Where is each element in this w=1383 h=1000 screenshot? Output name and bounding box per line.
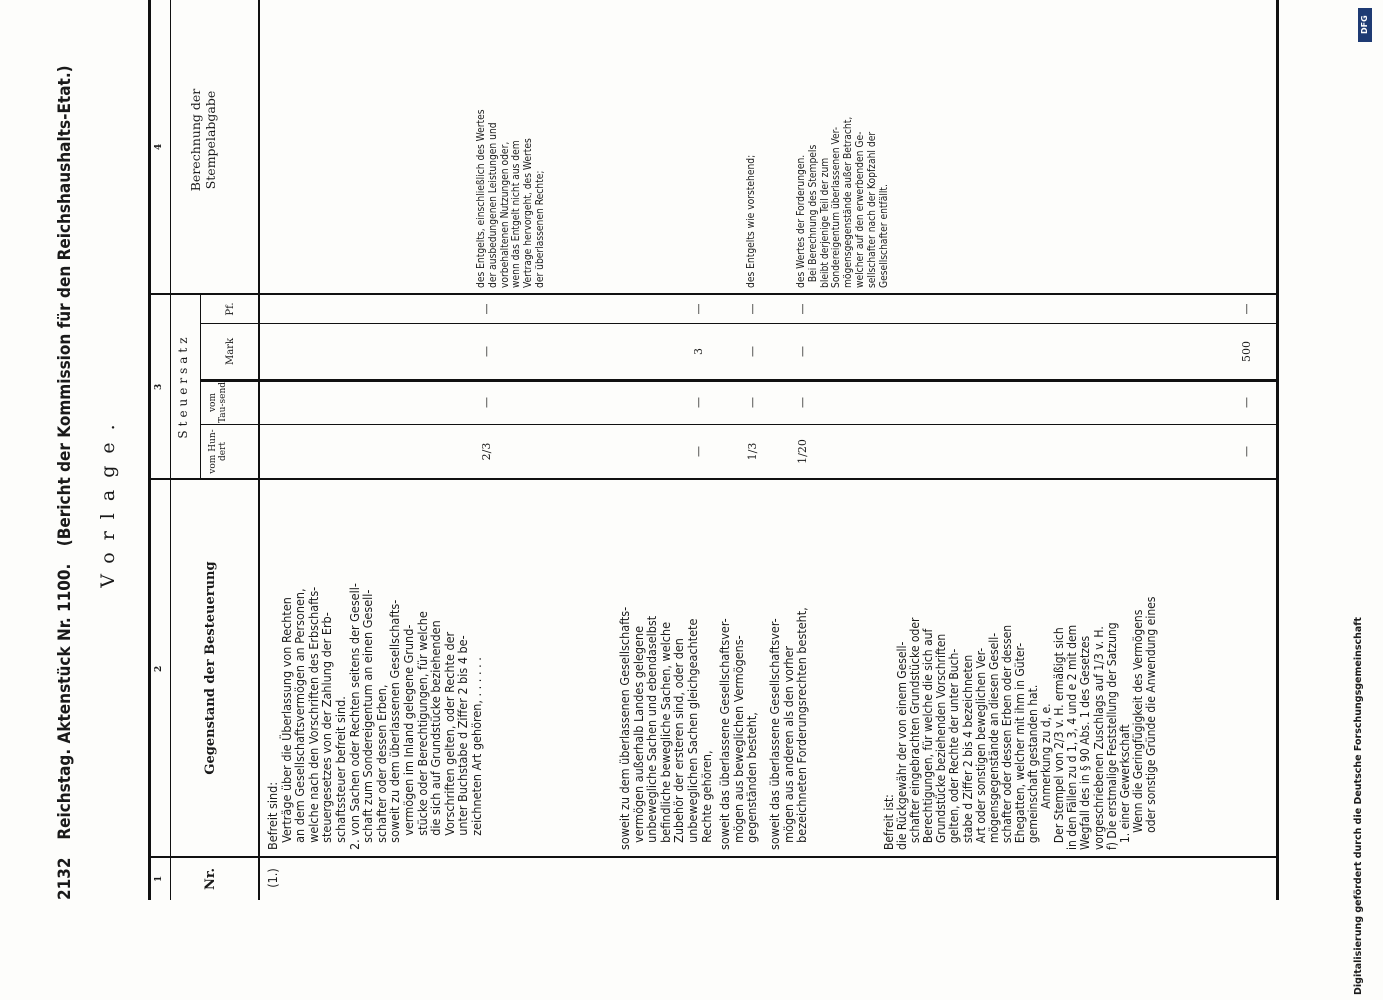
row-number: (1.) [265, 868, 280, 888]
section-5-pf: — [1240, 303, 1253, 315]
section-2-hundert: — [692, 446, 705, 457]
running-header [55, 40, 75, 900]
section-1-tausend: — [480, 397, 493, 408]
section-1-note: des Entgelts, einschließlich des Wertes der ausbedungenen Leistungen und vorbehaltenen Nutzungen oder, wenn das Entgelt nicht aus dem Vertrage hervorgeht, des Wertes der überlassenen Rechte; [476, 109, 546, 288]
col-header-steuersatz: Steuersatz [176, 333, 190, 439]
col-rule-3 [148, 293, 1278, 295]
col-header-berechnung: Berechnung der Stempelabgabe [188, 88, 218, 192]
section-4-hundert: 1/20 [796, 439, 809, 464]
col-header-pf: Pf. [225, 302, 236, 316]
col-header-nr: Nr. [203, 867, 218, 891]
section-1-pf: — [480, 303, 493, 315]
colnum-rule [170, 0, 171, 900]
digitization-credit [1353, 0, 1375, 1000]
section-3-hundert: 1/3 [746, 442, 759, 461]
col-header-vom-hundert: vom Hun-dert [208, 429, 228, 474]
col-rule-hundert [200, 424, 1278, 425]
digitization-credit-text: Digitalisierung gefördert durch die Deutsche Forschungsgemeinschaft [1353, 617, 1364, 995]
section-3-mark: — [746, 346, 759, 357]
steuersatz-rule [200, 294, 201, 480]
col-header-mark: Mark [225, 337, 236, 366]
section-2-mark: 3 [692, 348, 705, 355]
section-2-tausend: — [692, 397, 705, 408]
section-4-text: soweit das überlassene Gesellschaftsver- mögen aus anderen als den vorher bezeichneten Forderungsrechten besteht, [767, 607, 810, 850]
col-rule-mark [200, 323, 1278, 324]
header-bottom-rule [258, 0, 260, 900]
section-4-note: des Wertes der Forderungen. Bei Berechnung des Stempels bleibt derjenige Teil der zum Sondereigentum überlassenen Ver- mögensgegenstände außer Betracht, welcher auf den erwerbenden Ge- sellschafter nach der Kopfzahl der Gesellschafter entfällt. [796, 116, 890, 288]
section-2-pf: — [692, 303, 705, 315]
section-3-tausend: — [746, 397, 759, 408]
section-1-mark: — [480, 346, 493, 357]
col-rule-2 [148, 478, 1278, 480]
colnum-4: 4 [154, 143, 164, 150]
table-bottom-rule [1276, 0, 1279, 900]
section-5-hundert: — [1240, 446, 1253, 457]
colnum-3: 3 [154, 383, 164, 390]
section-2-text: soweit zu dem überlassenen Gesellschafts- vermögen außerhalb Landes gelegene unbewegliche Sachen und ebendaselbst befindliche bewegliche Sachen, welche Zubehör der ersteren sind, oder den unbeweglichen Sachen gleichgeachtete Rechte gehören, [617, 606, 714, 850]
dfg-logo-badge: DFG [1358, 8, 1372, 42]
colnum-1: 1 [154, 875, 164, 882]
table-top-rule [148, 0, 151, 900]
section-3-note: des Entgelts wie vorstehend; [746, 154, 757, 288]
header-left: Reichstag. Aktenstück Nr. 1100. [55, 563, 75, 840]
header-right: (Bericht der Kommission für den Reichshaushalts-Etat.) [55, 65, 75, 547]
section-5-tausend: — [1240, 397, 1253, 408]
section-5-mark: 500 [1240, 341, 1253, 362]
page-number: 2132 [55, 857, 75, 900]
col-rule-tausend [200, 379, 1278, 382]
colnum-2: 2 [154, 665, 164, 672]
col-header-gegenstand: Gegenstand der Besteuerung [203, 561, 218, 775]
section-1-hundert: 2/3 [480, 442, 493, 461]
section-4-tausend: — [796, 397, 809, 408]
tax-table [148, 0, 1283, 900]
section-4-pf: — [796, 303, 809, 315]
col-header-vom-tausend: vom Tau-send [208, 381, 228, 423]
page-title: Vorlage. [97, 412, 119, 588]
section-3-text: soweit das überlassene Gesellschaftsver- mögen aus beweglichen Vermögens- gegenständen besteht, [717, 618, 760, 850]
section-4-mark: — [796, 346, 809, 357]
col-rule-1 [148, 856, 1278, 858]
section-3-pf: — [746, 303, 759, 315]
section-5-text: Befreit ist: die Rückgewähr der von einem Gesell- schafter eingebrachten Grundstücke oder Berechtigungen, für welche die sich auf Grundstücke beziehenden Vorschriften gelten, oder Rechte der unter Buch- stabe d Ziffer 2 bis 4 bezeichneten Art oder sonstigen beweglichen Ver- mögensgegenstände an diesen Gesell- schafter oder dessen Erben oder dessen Ehegatten, welcher mit ihm in Güter- gemeinschaft gestanden hat. Anmerkung zu d, e. Der Stempel von 2/3 v. H. ermäßigt sich in den Fällen zu d 1, 3, 4 und e 2 mit dem Wegfall des in § 90 Abs. 1 des Gesetzes vorgeschriebenen Zuschlags auf 1/3 v. H. f) Die erstmalige Feststellung der Satzung 1. einer Gewerkschaft Wenn die Geringfügigkeit des Vermögens oder sonstige Gründe die Anwendung eines [882, 596, 1158, 850]
section-1-text: Befreit sind: Verträge über die Überlassung von Rechten an dem Gesellschaftsvermögen an Personen, welche nach den Vorschriften des Erbschafts- steuergesetzes von der Zahlung der Erb- schaftssteuer befreit sind. 2. von Sachen oder Rechten seitens der Gesell- schaft zum Sondereigentum an einen Gesell- schafter oder dessen Erben, soweit zu dem überlassenen Gesellschafts- vermögen im Inland gelegene Grund- stücke oder Berechtigungen, für welche die sich auf Grundstücke beziehenden Vorschriften gelten, oder Rechte der unter Buchstabe d Ziffer 2 bis 4 be- zeichneten Art gehören, . . . . . . [265, 583, 484, 850]
